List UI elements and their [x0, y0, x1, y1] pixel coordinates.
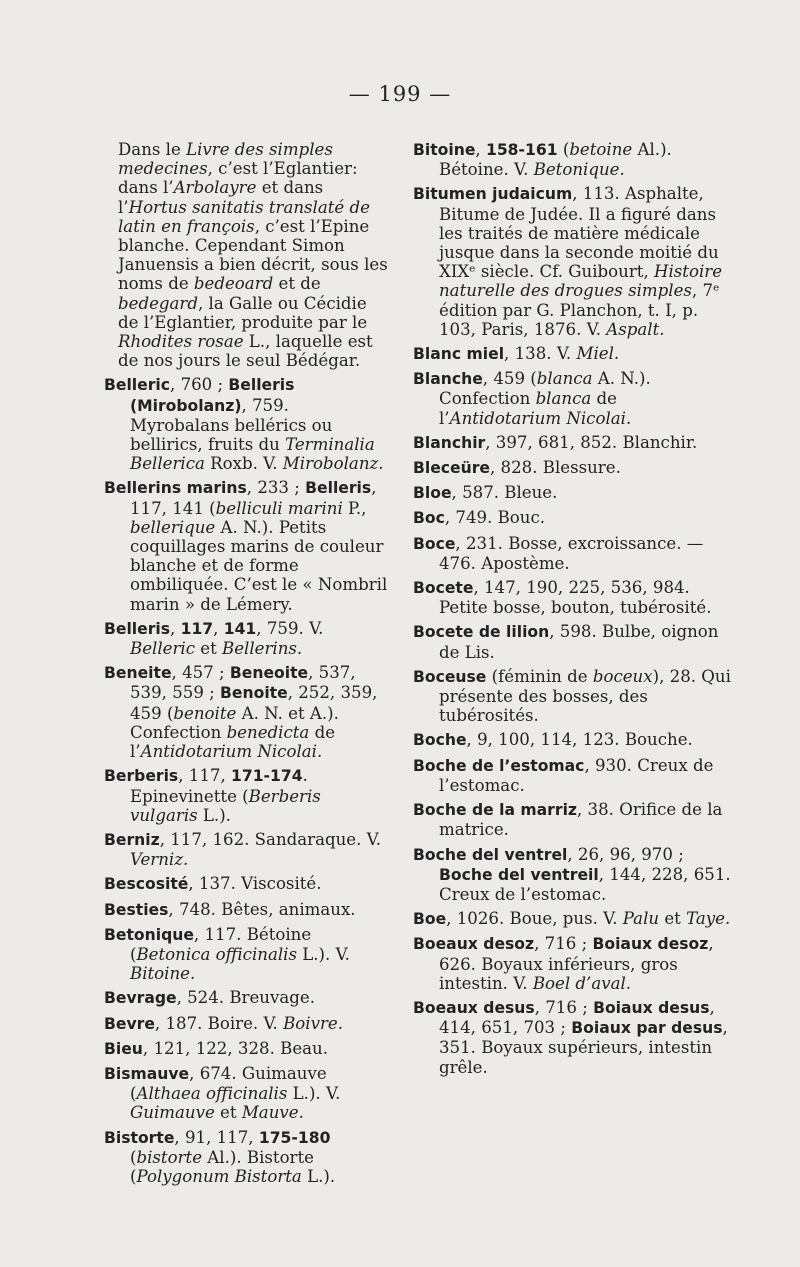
- entry-text: . Epinevinette (: [130, 766, 308, 806]
- glossary-entry: [413, 534, 736, 573]
- entry-text: , 587. Bleue.: [451, 483, 558, 503]
- glossary-entry: [104, 375, 389, 473]
- headword: Bescosité: [104, 875, 189, 894]
- headword: Bloe: [413, 484, 452, 503]
- entry-text: , 414, 651, 703 ;: [439, 997, 715, 1038]
- headword: Beneoite: [229, 664, 309, 683]
- headword: Belleris: [104, 619, 171, 638]
- headword: Bitoine: [413, 141, 476, 159]
- entry-text: ,: [170, 618, 181, 638]
- headword: Bellerins marins: [104, 479, 247, 498]
- glossary-entry: [104, 1128, 389, 1187]
- entry-text: , 187. Boire. V.: [154, 1013, 284, 1033]
- entry-text: et: [659, 909, 687, 929]
- entry-text: A. N. et A.). Confection: [130, 703, 339, 742]
- entry-text: , 537, 539, 559 ;: [130, 663, 356, 703]
- glossary-entry: [413, 483, 736, 503]
- headword: Boc: [413, 509, 445, 528]
- entry-text: Roxb. V.: [204, 454, 283, 474]
- italic-text: Arbolayre: [173, 178, 257, 198]
- entry-text: Al.). Bétoine. V.: [439, 140, 672, 180]
- italic-text: Miel.: [576, 344, 620, 364]
- italic-text: Aspalt.: [606, 319, 665, 339]
- entry-text: , 38. Orifice de la matrice.: [439, 800, 723, 840]
- headword: 171-174: [231, 767, 303, 786]
- glossary-entry: [413, 730, 736, 750]
- glossary-entry: [104, 619, 389, 658]
- entry-text: , 147, 190, 225, 536, 984. Petite bosse, bouton, tubérosité.: [439, 578, 712, 618]
- headword: Bleceüre: [413, 459, 490, 478]
- headword: Berniz: [104, 830, 160, 849]
- entry-text: , c’est l’Eglantier: dans l’: [118, 159, 358, 198]
- entry-text: ), 28. Qui présente des bosses, des tubérosités.: [439, 666, 731, 726]
- glossary-entry: [104, 988, 389, 1008]
- entry-text: , 233 ;: [246, 478, 306, 498]
- entry-text: A. N.). Confection: [439, 369, 651, 409]
- entry-text: ,: [213, 618, 224, 638]
- entry-text: (féminin de: [486, 666, 593, 686]
- entry-text: et dans l’: [118, 178, 324, 217]
- headword: Benoite: [220, 684, 288, 703]
- glossary-entry: [413, 622, 736, 661]
- headword: Bevre: [104, 1014, 155, 1033]
- italic-text: Rhodites rosae: [118, 332, 244, 352]
- glossary-entry: [104, 663, 389, 761]
- glossary-entry: [413, 344, 736, 364]
- italic-text: Berberis vulgaris: [130, 786, 321, 825]
- glossary-entry: [104, 1014, 389, 1034]
- headword: Bieu: [104, 1039, 143, 1058]
- italic-text: Taye.: [686, 909, 731, 929]
- entry-text: de l’: [130, 722, 336, 762]
- glossary-entry: [413, 909, 736, 929]
- entry-text: , 457 ;: [171, 663, 230, 683]
- headword: 141: [223, 619, 257, 638]
- glossary-entry: [104, 766, 389, 825]
- entry-text: L.).: [301, 1166, 336, 1186]
- entry-text: , 26, 96, 970 ;: [567, 844, 684, 864]
- italic-text: Verniz.: [130, 850, 189, 870]
- italic-text: Antidotarium Nicolai.: [449, 408, 632, 428]
- headword: Boiaux desus: [593, 998, 710, 1017]
- entry-text: , 117,: [178, 766, 231, 786]
- entry-text: et: [194, 639, 223, 659]
- headword: Besties: [104, 900, 169, 919]
- glossary-entry: [413, 433, 736, 453]
- entry-text: , 524. Breuvage.: [176, 988, 315, 1008]
- headword: Boche del ventrel: [413, 845, 568, 864]
- entry-text: , 117, 162. Sandaraque. V.: [159, 829, 382, 849]
- entry-text: , 759. Myrobalans bellérics ou bellirics, fruits du: [130, 395, 333, 455]
- glossary-entry: [104, 925, 389, 984]
- entry-text: L., laquelle est de nos jours le seul Bédégar.: [118, 332, 373, 371]
- entry-text: et de: [273, 274, 321, 294]
- entry-text: et: [214, 1103, 242, 1123]
- headword: Blanche: [413, 370, 483, 389]
- glossary-entry: [104, 478, 389, 613]
- italic-text: bedegard: [118, 293, 198, 313]
- entry-text: , c’est l’Epine blanche. Cependant Simon Januensis a bien décrit, sous les noms de: [118, 216, 388, 294]
- glossary-entry: [413, 845, 736, 905]
- headword: Boiaux par desus: [571, 1019, 723, 1038]
- italic-text: boceux: [592, 666, 653, 686]
- italic-text: Boel d’aval.: [532, 973, 632, 993]
- entry-text: , 626. Boyaux inférieurs, gros intestin. V.: [439, 934, 714, 993]
- entry-text: , 9, 100, 114, 123. Bouche.: [466, 730, 693, 750]
- headword: Boceuse: [413, 667, 487, 686]
- entry-text: , 749. Bouc.: [444, 508, 546, 528]
- headword: Boche: [413, 731, 467, 750]
- entry-text: L.). V.: [296, 944, 350, 964]
- italic-text: belliculi marini: [215, 498, 343, 518]
- italic-text: Boivre.: [283, 1013, 344, 1033]
- italic-text: benedicta: [226, 722, 310, 742]
- entry-text: , 598. Bulbe, oignon de Lis.: [439, 622, 719, 662]
- entry-text: , 716 ;: [534, 934, 593, 954]
- entry-text: , 137. Viscosité.: [188, 874, 322, 894]
- page-number: — 199 —: [348, 82, 452, 106]
- glossary-entry: [104, 830, 389, 869]
- entry-text: , 144, 228, 651. Creux de l’estomac.: [439, 864, 731, 904]
- glossary-entry: [413, 578, 736, 617]
- italic-text: bellerique: [130, 517, 216, 537]
- headword: Boeaux desus: [413, 998, 535, 1017]
- entry-text: , 121, 122, 328. Beau.: [142, 1038, 329, 1058]
- headword: Boche de la marriz: [413, 801, 577, 820]
- glossary-entry: [104, 1064, 389, 1123]
- glossary-entry: [413, 508, 736, 528]
- entry-text: L.). V.: [287, 1084, 341, 1104]
- entry-text: de l’: [439, 389, 617, 428]
- italic-text: Histoire naturelle des drogues simples: [439, 262, 723, 301]
- entry-continuation: [104, 140, 389, 370]
- headword: Boiaux desoz: [592, 935, 709, 954]
- entry-text: Dans le: [118, 140, 187, 159]
- italic-text: blanca: [535, 389, 592, 409]
- italic-text: Palu: [622, 909, 660, 929]
- entry-text: (: [557, 140, 570, 159]
- glossary-entry: [413, 998, 736, 1077]
- headword: Beneite: [104, 664, 172, 683]
- italic-text: Mauve.: [241, 1103, 304, 1123]
- headword: Boche de l’estomac: [413, 756, 585, 775]
- headword: Boche del ventreil: [439, 865, 599, 884]
- entry-text: , 7ᵉ édition par G. Planchon, t. I, p. 103, Paris, 1876. V.: [439, 281, 720, 339]
- glossary-entry: [413, 184, 736, 339]
- entry-text: , 759. V.: [256, 618, 324, 638]
- entry-text: , 138. V.: [504, 344, 577, 364]
- italic-text: Hortus sanitatis translaté de latin en françois: [118, 197, 370, 236]
- italic-text: Terminalia Bellerica: [130, 435, 375, 474]
- glossary-entry: [413, 667, 736, 726]
- italic-text: Livre des simples medecines: [118, 140, 333, 179]
- headword: Belleris (Mirobolanz): [130, 376, 295, 415]
- italic-text: Althaea officinalis: [136, 1084, 288, 1104]
- headword: Bistorte: [104, 1128, 175, 1147]
- glossary-entry: [413, 800, 736, 839]
- headword: Betonique: [104, 925, 194, 944]
- headword: Belleric: [104, 376, 171, 395]
- italic-text: Betonica officinalis: [136, 944, 297, 964]
- glossary-entry: [413, 369, 736, 428]
- italic-text: Bellerins.: [222, 639, 303, 659]
- glossary-entry: [413, 458, 736, 478]
- entry-text: , 828. Blessure.: [490, 458, 621, 478]
- headword: Boeaux desoz: [413, 935, 535, 954]
- italic-text: Belleric: [130, 639, 195, 659]
- headword: Blanc miel: [413, 345, 505, 364]
- glossary-entry: [413, 140, 736, 179]
- entry-text: , 716 ;: [534, 997, 594, 1017]
- glossary-entry: [413, 756, 736, 795]
- headword: Belleris: [305, 479, 372, 498]
- entry-text: (: [130, 1147, 137, 1167]
- headword: Blanchir: [413, 433, 486, 452]
- entry-text: ,: [475, 140, 486, 159]
- headword: Bitumen judaicum: [413, 185, 573, 204]
- entry-text: , 91, 117,: [174, 1127, 259, 1147]
- entry-text: , 397, 681, 852. Blanchir.: [485, 432, 698, 452]
- italic-text: betoine: [569, 140, 633, 159]
- left-column: [104, 140, 389, 1191]
- italic-text: Polygonum Bistorta: [136, 1166, 302, 1186]
- entry-text: , 674. Guimauve (: [130, 1063, 327, 1104]
- headword: Bevrage: [104, 989, 177, 1008]
- glossary-entry: [104, 1039, 389, 1059]
- entry-text: , 930. Creux de l’estomac.: [439, 755, 714, 795]
- right-column: [413, 140, 736, 1082]
- entry-text: P.,: [342, 498, 367, 518]
- headword: Bismauve: [104, 1064, 190, 1083]
- entry-text: , 117. Bétoine (: [130, 924, 312, 964]
- glossary-entry: [104, 874, 389, 894]
- headword: 117: [180, 619, 214, 638]
- italic-text: bistorte: [136, 1147, 203, 1167]
- entry-text: , 231. Bosse, excroissance. — 476. Apostème.: [439, 533, 704, 573]
- entry-text: , 252, 359, 459 (: [130, 683, 378, 723]
- headword: 158-161: [485, 141, 558, 159]
- italic-text: Antidotarium Nicolai.: [140, 742, 323, 762]
- headword: Bocete: [413, 579, 474, 598]
- headword: 175-180: [258, 1128, 331, 1147]
- entry-text: , 748. Bêtes, animaux.: [168, 899, 356, 919]
- entry-text: , 459 (: [482, 369, 537, 389]
- italic-text: blanca: [536, 369, 593, 389]
- entry-text: , 760 ;: [170, 375, 229, 395]
- entry-text: , 351. Boyaux supérieurs, intestin grêle.: [439, 1018, 728, 1077]
- glossary-entry: [413, 934, 736, 993]
- entry-text: , 113. Asphalte, Bitume de Judée. Il a figuré dans les traités de matière médicale jusque dans la seconde moitié du XIXᵉ siècle. Cf. Guibourt,: [439, 184, 719, 282]
- headword: Bocete de lilion: [413, 623, 550, 642]
- italic-text: Betonique.: [533, 160, 625, 180]
- headword: Boce: [413, 534, 456, 553]
- italic-text: Guimauve: [130, 1103, 215, 1123]
- entry-text: A. N.). Petits coquillages marins de couleur blanche et de forme ombiliquée. C’est le « Nombril marin » de Lémery.: [130, 517, 388, 614]
- italic-text: Mirobolanz.: [282, 454, 384, 474]
- glossary-entry: [104, 900, 389, 920]
- headword: Berberis: [104, 767, 179, 786]
- italic-text: benoite: [173, 703, 237, 723]
- italic-text: bedeoard: [193, 274, 274, 294]
- entry-text: , 1026. Boue, pus. V.: [446, 909, 623, 929]
- entry-text: Al.). Bistorte (: [130, 1147, 314, 1186]
- entry-text: , 117, 141 (: [130, 478, 377, 518]
- headword: Boe: [413, 910, 447, 929]
- italic-text: Bitoine.: [130, 964, 196, 984]
- entry-text: , la Galle ou Cécidie de l’Eglantier, produite par le: [118, 293, 368, 332]
- entry-text: L.).: [197, 805, 231, 825]
